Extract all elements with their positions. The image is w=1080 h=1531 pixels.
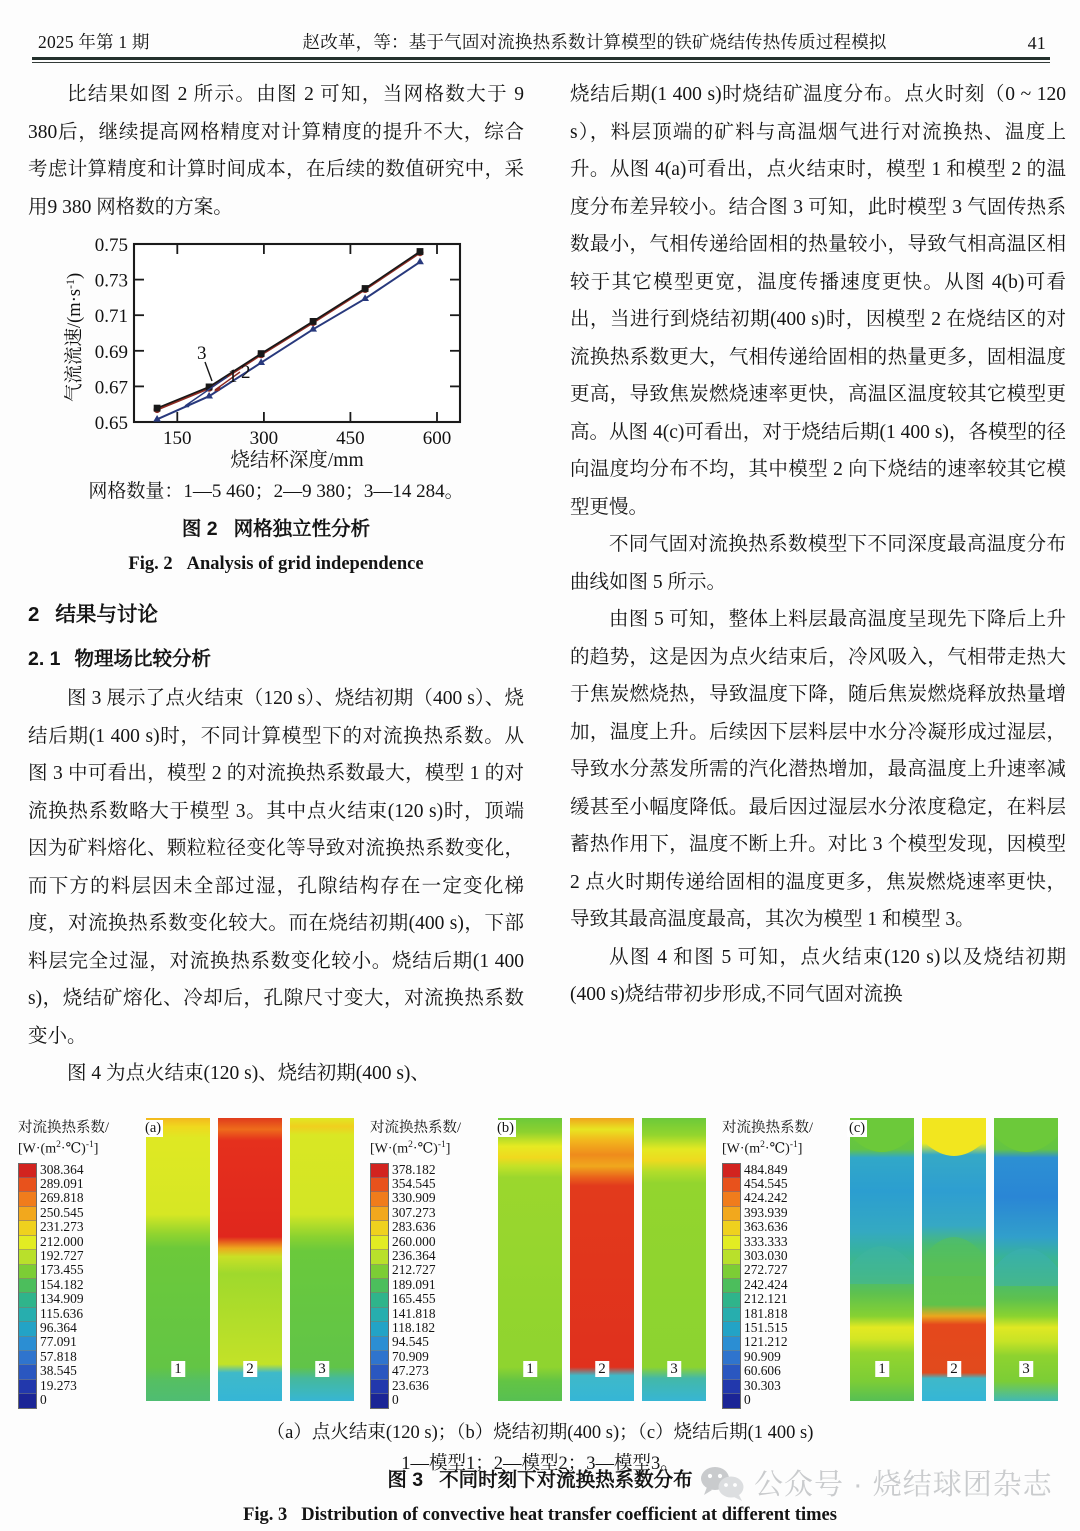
colorbar-b-tick: 70.909: [392, 1348, 429, 1364]
colorbar-b-tick: 260.000: [392, 1233, 436, 1249]
sim-label-b1: 1: [523, 1361, 537, 1377]
colorbar-a-title-line2: $[W\cdot(m^2\cdot℃)^{-1}]$: [18, 1140, 99, 1157]
figure-2-caption-en: [28, 548, 524, 580]
colorbar-a-tick: 19.273: [40, 1377, 77, 1393]
paper-running-title: 赵改革，等：基于气固对流换热系数计算模型的铁矿烧结传热传质过程模拟: [302, 32, 887, 52]
colorbar-c-title-line2: $[W\cdot(m^2\cdot℃)^{-1}]$: [722, 1140, 803, 1157]
colorbar-b-tick: 354.545: [392, 1176, 436, 1192]
colorbar-a: [18, 1118, 140, 1409]
colorbar-a-tick: 289.091: [40, 1176, 84, 1192]
svg-text:450: 450: [336, 428, 365, 449]
chart-svg: [52, 230, 492, 468]
figure-2-caption-cn: [28, 512, 524, 546]
sim-label-a2: 2: [243, 1361, 257, 1377]
colorbar-c-ticks: [744, 1163, 788, 1407]
colorbar-b-tick: 23.636: [392, 1377, 429, 1393]
colorbar-a-strip: [18, 1163, 37, 1409]
section-heading-2: [28, 596, 524, 634]
page-number: 41: [1027, 33, 1046, 53]
svg-text:0.73: 0.73: [94, 270, 128, 292]
header-divider: [32, 57, 1050, 64]
colorbar-b-tick: 94.545: [392, 1334, 429, 1350]
colorbar-a-tick: 38.545: [40, 1363, 77, 1379]
sim-image-a2: [218, 1118, 282, 1401]
colorbar-c-tick: 393.939: [744, 1204, 788, 1220]
right-paragraph-3: 由图 5 可知，整体上料层最高温度呈现先下降后上升的趋势，这是因为点火结束后，冷风吸入，气相带走热大于焦炭燃烧热，导致温度下降，随后焦炭燃烧释放热量增加，温度上升。后续因下层料层中水分冷凝形成过湿层，导致水分蒸发所需的汽化潜热增加，最高温度上升速率减缓甚至小幅度降低。最后因过湿层水分浓度稳定，在料层蓄热作用下，温度不断上升。对比 3 个模型发现，因模型 2 点火时期传递给固相的温度更多，焦炭燃烧速率更快，导致其最高温度最高，其次为模型 1 和模型 3。: [570, 609, 1066, 930]
colorbar-a-tick: 192.727: [40, 1248, 84, 1263]
grid-independence-chart: [52, 230, 492, 468]
colorbar-c-tick: 30.303: [744, 1377, 781, 1393]
figure-3-panel-b: [370, 1118, 710, 1414]
figure-3-text-en: Distribution of convective heat transfer coefficient at different times: [301, 1505, 837, 1525]
figure-3-tag-en: Fig. 3: [243, 1505, 288, 1525]
colorbar-a-tick: 250.545: [40, 1204, 84, 1220]
colorbar-b-tick: 236.364: [392, 1248, 436, 1263]
colorbar-a-tick: 173.455: [40, 1262, 84, 1278]
chart-x-axis-title: 烧结杯深度/mm: [230, 450, 364, 468]
subsection-title: 物理场比较分析: [74, 648, 212, 670]
sim-label-a3: 3: [315, 1361, 329, 1377]
colorbar-c: [722, 1118, 844, 1409]
colorbar-b-tick: 189.091: [392, 1276, 436, 1292]
issue-label: 2025 年第 1 期: [38, 32, 150, 52]
colorbar-b-tick: 0: [392, 1391, 399, 1407]
colorbar-b-tick: 307.273: [392, 1204, 436, 1220]
left-paragraph-3: 图 4 为点火结束(120 s)、烧结初期(400 s)、: [67, 1063, 430, 1084]
svg-text:150: 150: [163, 428, 192, 449]
svg-text:600: 600: [422, 428, 452, 449]
colorbar-c-tick: 181.818: [744, 1305, 788, 1321]
colorbar-a-title-line1: 对流换热系数/: [18, 1120, 110, 1136]
colorbar-a-tick: 154.182: [40, 1276, 84, 1292]
figure-3-caption-en: [0, 1499, 1080, 1531]
colorbar-c-tick: 0: [744, 1391, 751, 1407]
left-column: [28, 76, 524, 1093]
colorbar-a-tick: 231.273: [40, 1219, 84, 1235]
panel-letter-c: (c): [849, 1120, 866, 1136]
colorbar-c-tick: 303.030: [744, 1248, 788, 1263]
sim-image-b2: [570, 1118, 634, 1401]
colorbar-b-tick: 378.182: [392, 1161, 436, 1177]
colorbar-c-tick: 60.606: [744, 1363, 781, 1379]
figure-3-caption-cn: [0, 1463, 1080, 1497]
colorbar-a-tick: 115.636: [40, 1305, 84, 1321]
right-paragraph-4: 从图 4 和图 5 可知，点火结束(120 s)以及烧结初期(400 s)烧结带初步形成,不同气固对流换: [570, 946, 1066, 1005]
watermark-text: 公众号 · 烧结球团杂志: [754, 1469, 1053, 1501]
colorbar-a-tick: 0: [40, 1391, 47, 1407]
figure-2-text-cn: 网格独立性分析: [233, 518, 371, 540]
colorbar-b-tick: 283.636: [392, 1219, 436, 1235]
colorbar-a-tick: 269.818: [40, 1190, 84, 1206]
sim-image-c2: [922, 1118, 986, 1401]
svg-text:0.65: 0.65: [94, 413, 128, 434]
sim-a2-svg: [218, 1118, 282, 1401]
subsection-heading-2-1: [28, 640, 524, 678]
colorbar-b-tick: 212.727: [392, 1262, 436, 1278]
colorbar-c-tick: 484.849: [744, 1161, 788, 1177]
figure-3-subcaption-line: （a）点火结束(120 s)；（b）烧结初期(400 s)；（c）烧结后期(1 400 s): [266, 1423, 814, 1443]
colorbar-a-tick: 134.909: [40, 1291, 84, 1307]
colorbar-c-title: [722, 1120, 844, 1158]
svg-text:0.67: 0.67: [94, 377, 128, 399]
colorbar-a-tick: 77.091: [40, 1334, 77, 1350]
colorbar-c-strip: [722, 1163, 741, 1409]
colorbar-c-tick: 212.121: [744, 1291, 788, 1307]
svg-text:0.71: 0.71: [94, 306, 128, 328]
colorbar-b-tick: 165.455: [392, 1291, 436, 1307]
left-paragraph-1: 比结果如图 2 所示。由图 2 可知，当网格数大于 9 380后，继续提高网格精度对计算精度的提升不大，综合考虑计算精度和计算时间成本，在后续的数值研究中，采用9 380 网格数的方案。: [28, 84, 524, 218]
colorbar-c-tick: 90.909: [744, 1348, 781, 1364]
figure-3-tag-cn: 图 3: [387, 1469, 424, 1491]
figure-2: [28, 230, 524, 580]
panel-letter-b: (b): [497, 1120, 514, 1136]
figure-3-panel-c-images: [844, 1118, 1062, 1405]
colorbar-c-tick: 454.545: [744, 1176, 788, 1192]
colorbar-b-title: [370, 1120, 492, 1158]
chart-y-ticklabels: [95, 235, 128, 434]
colorbar-b-title-line1: 对流换热系数/: [370, 1120, 462, 1136]
colorbar-c-tick: 333.333: [744, 1233, 788, 1249]
figure-3-caption-block: [0, 1459, 1080, 1531]
colorbar-b-title-line2: $[W\cdot(m^2\cdot℃)^{-1}]$: [370, 1140, 451, 1157]
sim-image-b3: [642, 1118, 706, 1401]
sim-label-c1: 1: [875, 1361, 889, 1377]
figure-2-text-en: Analysis of grid independence: [186, 554, 424, 574]
figure-3-model-legend: 1—模型1；2—模型2；3—模型3。: [401, 1454, 679, 1474]
colorbar-a-tick: 96.364: [40, 1319, 77, 1335]
sim-c3-svg: [994, 1118, 1058, 1401]
right-paragraph-1: 烧结后期(1 400 s)时烧结矿温度分布。点火时刻（0 ~ 120 s），料层顶端的矿料与高温烟气进行对流换热、温度上升。从图 4(a)可看出，点火结束时，模型 1 和模型 2 的温度分布差异较小。结合图 3 可知，此时模型 3 气固传热系数最小，气相传递给固相的热量较小，导致气相高温区相较于其它模型更宽，温度传播速度更快。从图 4(b)可看出，当进行到烧结初期(400 s)时，因模型 2 在烧结区的对流换热系数更大，气相传递给固相的热量更多，固相温度更高，导致焦炭燃烧速率更快，高温区温度较其它模型更高。从图 4(c)可看出，对于烧结后期(1 400 s)，各模型的径向温度均分布不均，其中模型 2 向下烧结的速率较其它模型更慢。: [570, 84, 1066, 518]
figure-3-panel-c: [722, 1118, 1062, 1414]
colorbar-b-tick: 47.273: [392, 1363, 429, 1379]
sim-image-a1: [146, 1118, 210, 1401]
sim-label-c3: 3: [1019, 1361, 1033, 1377]
figure-3-panel-a-images: [140, 1118, 358, 1405]
sim-b1-svg: [498, 1118, 562, 1401]
chart-annotation-3: 3: [197, 343, 207, 364]
colorbar-b-strip: [370, 1163, 389, 1409]
subsection-number: 2. 1: [28, 648, 61, 670]
sim-a3-svg: [290, 1118, 354, 1401]
sim-label-c2: 2: [947, 1361, 961, 1377]
colorbar-b-ticks: [392, 1163, 436, 1407]
svg-text:气流流速/(m·s-1): 气流流速$/(m\cdot s^{-1})$: [63, 272, 85, 402]
svg-text:0.69: 0.69: [94, 341, 128, 363]
sim-label-b2: 2: [595, 1361, 609, 1377]
svg-text:300: 300: [249, 428, 279, 449]
colorbar-c-title-line1: 对流换热系数/: [722, 1120, 814, 1136]
section-number: 2: [28, 603, 40, 626]
colorbar-c-tick: 242.424: [744, 1276, 788, 1292]
figure-2-tag-en: Fig. 2: [128, 554, 173, 574]
sim-image-b1: [498, 1118, 562, 1401]
colorbar-b: [370, 1118, 492, 1409]
right-paragraph-2: 不同气固对流换热系数模型下不同深度最高温度分布曲线如图 5 所示。: [570, 534, 1066, 593]
figure-2-note: 网格数量：1—5 460；2—9 380；3—14 284。: [88, 481, 464, 502]
sim-a1-svg: [146, 1118, 210, 1401]
colorbar-c-tick: 363.636: [744, 1219, 788, 1235]
figure-3-panel-a: [18, 1118, 358, 1414]
sim-image-a3: [290, 1118, 354, 1401]
running-head: [38, 20, 1046, 54]
section-title: 结果与讨论: [55, 603, 158, 626]
colorbar-b-tick: 330.909: [392, 1190, 436, 1206]
figure-3-panels: [18, 1118, 1062, 1414]
svg-text:0.75: 0.75: [94, 235, 128, 256]
sim-label-b3: 3: [667, 1361, 681, 1377]
colorbar-a-tick: 57.818: [40, 1348, 77, 1364]
colorbar-a-ticks: [40, 1163, 84, 1407]
left-paragraph-2: 图 3 展示了点火结束（120 s）、烧结初期（400 s）、烧结后期(1 400 s)时，不同计算模型下的对流换热系数。从图 3 中可看出，模型 2 的对流换热系数最大，模型 1 的对流换热系数略大于模型 3。其中点火结束(120 s)时，顶端因为矿料熔化、颗粒粒径变化等导致对流换热系数变化，而下方的料层因未全部过湿，孔隙结构存在一定变化梯度，对流换热系数变化较大。而在烧结初期(400 s)，下部料层完全过湿，对流换热系数变化较小。烧结后期(1 400 s)，烧结矿熔化、冷却后，孔隙尺寸变大，对流换热系数变小。: [28, 688, 524, 1047]
chart-x-ticklabels: [163, 428, 451, 449]
colorbar-a-tick: 308.364: [40, 1161, 84, 1177]
sim-b2-svg: [570, 1118, 634, 1401]
figure-3-panel-b-images: [492, 1118, 710, 1405]
colorbar-a-tick: 212.000: [40, 1233, 84, 1249]
sim-b3-svg: [642, 1118, 706, 1401]
figure-2-tag-cn: 图 2: [181, 518, 218, 540]
sim-label-a1: 1: [171, 1361, 185, 1377]
sim-c1-svg: [850, 1118, 914, 1401]
colorbar-c-tick: 121.212: [744, 1334, 788, 1350]
colorbar-c-tick: 272.727: [744, 1262, 788, 1278]
right-column: [570, 76, 1066, 1014]
colorbar-b-tick: 118.182: [392, 1319, 436, 1335]
chart-annotation-1: 1: [228, 366, 238, 387]
chart-y-axis-title: [63, 273, 85, 402]
sim-image-c3: [994, 1118, 1058, 1401]
sim-c2-svg: [922, 1118, 986, 1401]
colorbar-a-title: [18, 1120, 140, 1158]
sim-image-c1: [850, 1118, 914, 1401]
colorbar-b-tick: 141.818: [392, 1305, 436, 1321]
colorbar-c-tick: 424.242: [744, 1190, 788, 1206]
chart-annotation-2: 2: [241, 362, 251, 383]
figure-3-text-cn: 不同时刻下对流换热系数分布: [439, 1469, 693, 1491]
panel-letter-a: (a): [145, 1120, 162, 1136]
colorbar-c-tick: 151.515: [744, 1319, 788, 1335]
